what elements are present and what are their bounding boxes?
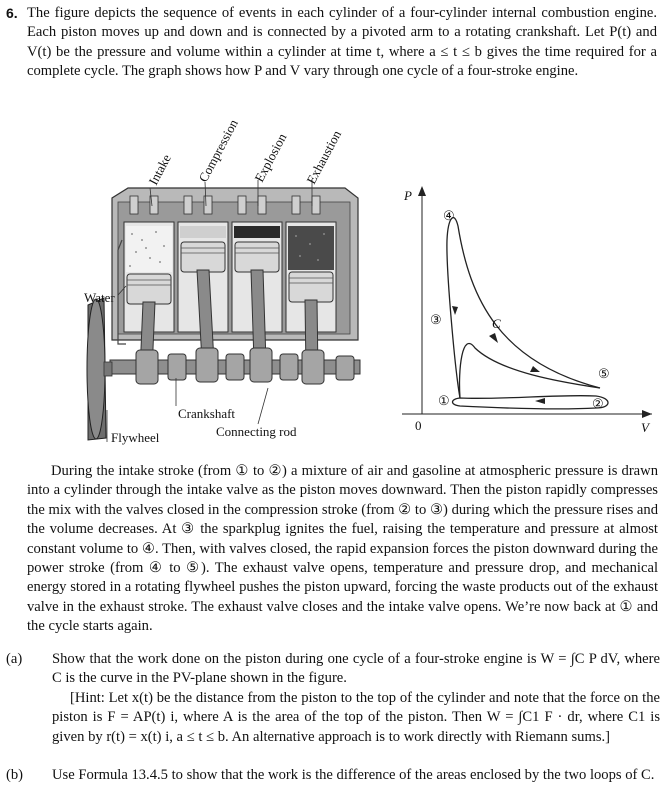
- graph-point-2: ②: [592, 396, 604, 411]
- label-connecting-rod: Connecting rod: [216, 424, 297, 439]
- label-intake: Intake: [145, 151, 174, 188]
- label-exhaustion: Exhaustion: [303, 127, 345, 187]
- graph-x-label: V: [641, 420, 649, 435]
- part-a-text: Show that the work done on the piston during one cycle of a four-stroke engine is W = ∫C P dV, where C is the curve in the PV-plane shown in the figure.: [52, 651, 660, 687]
- graph-point-5: ⑤: [598, 366, 610, 381]
- figure-svg: [0, 110, 663, 460]
- label-flywheel: Flywheel: [111, 430, 160, 445]
- part-a-tag: (a): [6, 651, 23, 667]
- part-a-hint: [Hint: Let x(t) be the distance from the piston to the top of the cylinder and note that the force on the piston is F = AP(t) i, where A is the area of the top of the piston. Then W = ∫C1 F · dr, where C1 is given by r(t) = x(t) i, a ≤ t ≤ b. An alternative approach is to work directly with Riemann sums.]: [52, 689, 660, 745]
- label-crankshaft: Crankshaft: [178, 406, 236, 421]
- engine-illustration: [87, 180, 360, 442]
- part-b-text: Use Formula 13.4.5 to show that the work is the difference of the areas enclosed by the two loops of C.: [52, 767, 655, 783]
- graph-origin: 0: [415, 418, 422, 433]
- part-b-tag: (b): [6, 767, 24, 783]
- problem-number: 6.: [6, 5, 18, 21]
- problem-intro: [0, 4, 663, 82]
- label-compression: Compression: [195, 116, 241, 185]
- graph-point-1: ①: [438, 393, 450, 408]
- part-b: [0, 766, 663, 785]
- body-paragraph: During the intake stroke (from ① to ②) a mixture of air and gasoline at atmospheric pressure is drawn into a cylinder through the intake valve as the piston moves downward. Then the piston rapidly compresses the mix with the valves closed in the compression stroke (from ② to ③) during which the pressure rises and the volume decreases. At ③ the sparkplug ignites the fuel, raising the temperature and pressure at almost constant volume to ④. Then, with valves closed, the rapid expansion forces the piston downward during the power stroke (from ④ to ⑤). The exhaust valve opens, temperature and pressure drop, and mechanical energy stored in a rotating flywheel pushes the piston upward, forcing the waste products out of the exhaust valve in the exhaust stroke. The exhaust valve closes and the intake valve opens. We’re now back at ① and the cycle starts again.: [27, 463, 658, 635]
- graph-y-label: P: [404, 188, 412, 203]
- intro-text: The figure depicts the sequence of events in each cylinder of a four-cylinder internal combustion engine. Each piston moves up and down and is connected by a pivoted arm to a rotating crankshaft. Let P(t) and V(t) be the pressure and volume within a cylinder at time t, where a ≤ t ≤ b gives the time required for a complete cycle. The graph shows how P and V vary through one cycle of a four-stroke engine.: [27, 5, 657, 80]
- label-water: Water: [84, 290, 115, 305]
- part-a: [0, 650, 663, 747]
- graph-curve-label: C: [492, 316, 501, 331]
- graph-point-3: ③: [430, 312, 442, 327]
- graph-point-4: ④: [443, 208, 455, 223]
- body-section: [0, 462, 663, 637]
- pv-graph: [402, 186, 652, 418]
- label-explosion: Explosion: [251, 130, 290, 185]
- figure: [0, 110, 663, 460]
